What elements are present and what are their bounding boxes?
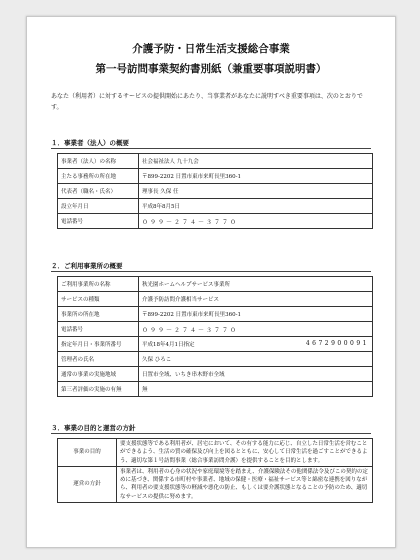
row-value-license <box>139 337 373 352</box>
row-label: 事業の目的 <box>58 439 117 467</box>
section3-divider <box>51 433 371 434</box>
row-value: 事業者は、利用者の心身の状況や家庭環境等を踏まえ、介護保険法その他関係法令及びこの契約の定めに基づき、関係する市町村や事業者、地域の保健・医療・福祉サービス等と綿密な連携を図りながら、利用者の要支援状態等の軽減や悪化の防止、もしくは要介護状態となることの予防のため、適切なサービスの提供に努めます。 <box>117 466 373 502</box>
table-row <box>58 214 373 229</box>
table-row <box>58 337 373 352</box>
table-row <box>58 352 373 367</box>
row-label: 管理者の氏名 <box>58 352 139 367</box>
row-label: 主たる事務所の所在地 <box>58 169 139 184</box>
table-row <box>58 184 373 199</box>
table-row <box>58 322 373 337</box>
row-label: 電話番号 <box>58 322 139 337</box>
row-value: 〒899-2202 日置市東市来町長里360-1 <box>139 307 373 322</box>
row-value: 介護予防訪問介護相当サービス <box>139 292 373 307</box>
row-value: 要支援状態等である利用者が、居宅において、その有する能力に応じ、自立した日常生活を営むことができるよう、生活の質の確保及び向上を図るとともに、安心して日常生活を過ごすことができるよう、適切な第１号訪問事業（総合事業訪問介護）を提供することを目的とします。 <box>117 439 373 467</box>
table-row <box>58 169 373 184</box>
row-value: 〒899-2202 日置市東市来町長里360-1 <box>139 169 373 184</box>
table-row <box>58 367 373 382</box>
section1-heading: １．事業者（法人）の概要 <box>51 139 129 147</box>
row-label: 事業所の所在地 <box>58 307 139 322</box>
row-label: 事業者（法人）の名称 <box>58 154 139 169</box>
table-row <box>58 277 373 292</box>
row-label: 指定年月日・事業所番号 <box>58 337 139 352</box>
section3-heading: ３．事業の目的と運営の方針 <box>51 424 136 432</box>
row-label: サービスの種類 <box>58 292 139 307</box>
intro-paragraph: あなた（利用者）に対するサービスの提供開始にあたり、当事業者があなたに説明すべき重要事項は、次のとおりです。 <box>51 93 363 111</box>
table-row <box>58 307 373 322</box>
row-label: 設立年月日 <box>58 199 139 214</box>
row-label: 運営の方針 <box>58 466 117 502</box>
row-value: 無 <box>139 382 373 397</box>
section2-heading: ２．ご利用事業所の概要 <box>51 262 123 270</box>
row-label: ご利用事業所の名称 <box>58 277 139 292</box>
section1-divider <box>51 148 371 149</box>
document-title: 介護予防・日常生活支援総合事業 <box>132 43 290 55</box>
table-row <box>58 199 373 214</box>
row-value: 社会福祉法人 九十九会 <box>139 154 373 169</box>
table-row <box>58 292 373 307</box>
office-number: 4672900091 <box>305 340 369 347</box>
row-value: 日置市全域、いちき串木野市全域 <box>139 367 373 382</box>
row-value: 平成8年8月5日 <box>139 199 373 214</box>
document-subtitle: 第一号訪問事業契約書別紙（兼重要事項説明書） <box>95 63 327 75</box>
section2-divider <box>51 271 371 272</box>
row-value: 理事長 久保 任 <box>139 184 373 199</box>
row-value: 久保 ひろこ <box>139 352 373 367</box>
row-label: 第三者評価の実施の有無 <box>58 382 139 397</box>
row-label: 代表者（職名・氏名） <box>58 184 139 199</box>
table-row <box>58 439 373 467</box>
table-row <box>58 154 373 169</box>
table-row <box>58 382 373 397</box>
section1-table <box>57 153 373 229</box>
row-value: 秋光園ホームヘルプサービス事業所 <box>139 277 373 292</box>
row-value: ０９９－２７４－３７７０ <box>139 322 373 337</box>
designation-date: 平成18年4月1日指定 <box>142 342 195 348</box>
row-label: 通常の事業の実施地域 <box>58 367 139 382</box>
row-label: 電話番号 <box>58 214 139 229</box>
section2-table <box>57 276 373 397</box>
row-value: ０９９－２７４－３７７０ <box>139 214 373 229</box>
section3-table <box>57 438 373 503</box>
document-page <box>26 16 396 548</box>
table-row <box>58 466 373 502</box>
